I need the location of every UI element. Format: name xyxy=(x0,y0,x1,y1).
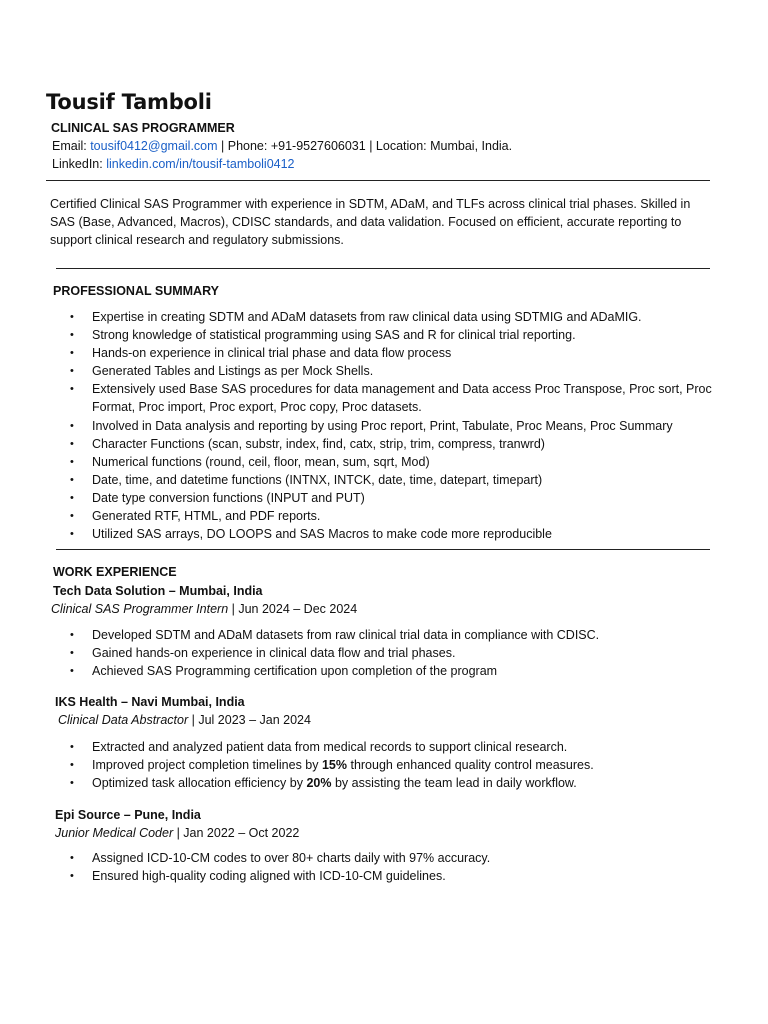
job-dates: | Jul 2023 – Jan 2024 xyxy=(188,713,311,727)
email-link[interactable]: tousif0412@gmail.com xyxy=(90,139,218,153)
job-role-line xyxy=(51,600,357,618)
divider-experience xyxy=(56,549,710,550)
email-label: Email: xyxy=(52,139,91,153)
job-duties-list xyxy=(70,626,720,680)
job-role: Junior Medical Coder xyxy=(55,826,174,840)
experience-heading: WORK EXPERIENCE xyxy=(53,565,177,579)
divider-top xyxy=(46,180,710,181)
intro-paragraph: Certified Clinical SAS Programmer with experience in SDTM, ADaM, and TLFs across clinical trial phases. Skilled in SAS (Base, Advanced, Macros), CDISC standards, and data validation. Focused on efficient, accurate reporting to support clinical research and regulatory submissions. xyxy=(50,197,691,248)
list-item: • Expertise in creating SDTM and ADaM datasets from raw clinical data using SDTMIG and ADaMIG. xyxy=(70,308,720,326)
job-role-line xyxy=(58,711,311,729)
list-item: • Character Functions (scan, substr, index, find, catx, strip, trim, compress, tranwrd) xyxy=(70,435,720,453)
linkedin-line xyxy=(52,155,295,173)
list-item: • Generated Tables and Listings as per Mock Shells. xyxy=(70,362,720,380)
list-item: • Extensively used Base SAS procedures for data management and Data access Proc Transpose, Proc sort, Proc Format, Proc import, Proc export, Proc copy, Proc datasets. xyxy=(70,380,720,416)
candidate-name: Tousif Tamboli xyxy=(46,90,212,114)
job-dates: | Jan 2022 – Oct 2022 xyxy=(173,826,300,840)
item-text: through enhanced quality control measures. xyxy=(347,758,594,773)
job-company: Epi Source – Pune, India xyxy=(55,808,201,822)
job-role: Clinical Data Abstractor xyxy=(58,713,189,727)
list-item: • Numerical functions (round, ceil, floor, mean, sum, sqrt, Mod) xyxy=(70,453,720,471)
item-metric: 15% xyxy=(321,758,347,773)
list-item xyxy=(70,756,720,774)
list-item: • Involved in Data analysis and reporting by using Proc report, Print, Tabulate, Proc Means, Proc Summary xyxy=(70,417,720,435)
job-role: Clinical SAS Programmer Intern xyxy=(51,602,229,616)
linkedin-label: LinkedIn: xyxy=(52,157,107,171)
job-dates: | Jun 2024 – Dec 2024 xyxy=(228,602,358,616)
list-item: • Gained hands-on experience in clinical data flow and trial phases. xyxy=(70,644,720,662)
item-metric: 20% xyxy=(306,776,332,791)
list-item: • Hands-on experience in clinical trial phase and data flow process xyxy=(70,344,720,362)
job-duties-list xyxy=(70,849,720,885)
list-item: • Utilized SAS arrays, DO LOOPS and SAS Macros to make code more reproducible xyxy=(70,525,720,543)
contact-line xyxy=(52,137,512,155)
item-text: Optimized task allocation efficiency by xyxy=(92,776,307,791)
item-text: by assisting the team lead in daily workflow. xyxy=(331,776,577,791)
job-duties-list xyxy=(70,738,720,792)
list-item: • Achieved SAS Programming certification upon completion of the program xyxy=(70,662,720,680)
item-text: Improved project completion timelines by xyxy=(92,758,322,773)
divider-summary xyxy=(56,268,710,269)
job-role-line xyxy=(55,824,299,842)
list-item: • Strong knowledge of statistical programming using SAS and R for clinical trial reporting. xyxy=(70,326,720,344)
list-item: • Date type conversion functions (INPUT and PUT) xyxy=(70,489,720,507)
summary-heading: PROFESSIONAL SUMMARY xyxy=(53,284,219,298)
list-item: • Ensured high-quality coding aligned with ICD-10-CM guidelines. xyxy=(70,867,720,885)
job-company: Tech Data Solution – Mumbai, India xyxy=(53,584,263,598)
list-item: • Assigned ICD-10-CM codes to over 80+ charts daily with 97% accuracy. xyxy=(70,849,720,867)
list-item: • Developed SDTM and ADaM datasets from raw clinical trial data in compliance with CDISC. xyxy=(70,626,720,644)
list-item xyxy=(70,774,720,792)
summary-list xyxy=(70,308,720,543)
phone-location: | Phone: +91-9527606031 | Location: Mumbai, India. xyxy=(217,139,513,153)
linkedin-link[interactable]: linkedin.com/in/tousif-tamboli0412 xyxy=(106,157,295,171)
job-company: IKS Health – Navi Mumbai, India xyxy=(55,695,245,709)
list-item: • Generated RTF, HTML, and PDF reports. xyxy=(70,507,720,525)
list-item: • Extracted and analyzed patient data from medical records to support clinical research. xyxy=(70,738,720,756)
job-title: CLINICAL SAS PROGRAMMER xyxy=(51,121,235,135)
list-item: • Date, time, and datetime functions (INTNX, INTCK, date, time, datepart, timepart) xyxy=(70,471,720,489)
